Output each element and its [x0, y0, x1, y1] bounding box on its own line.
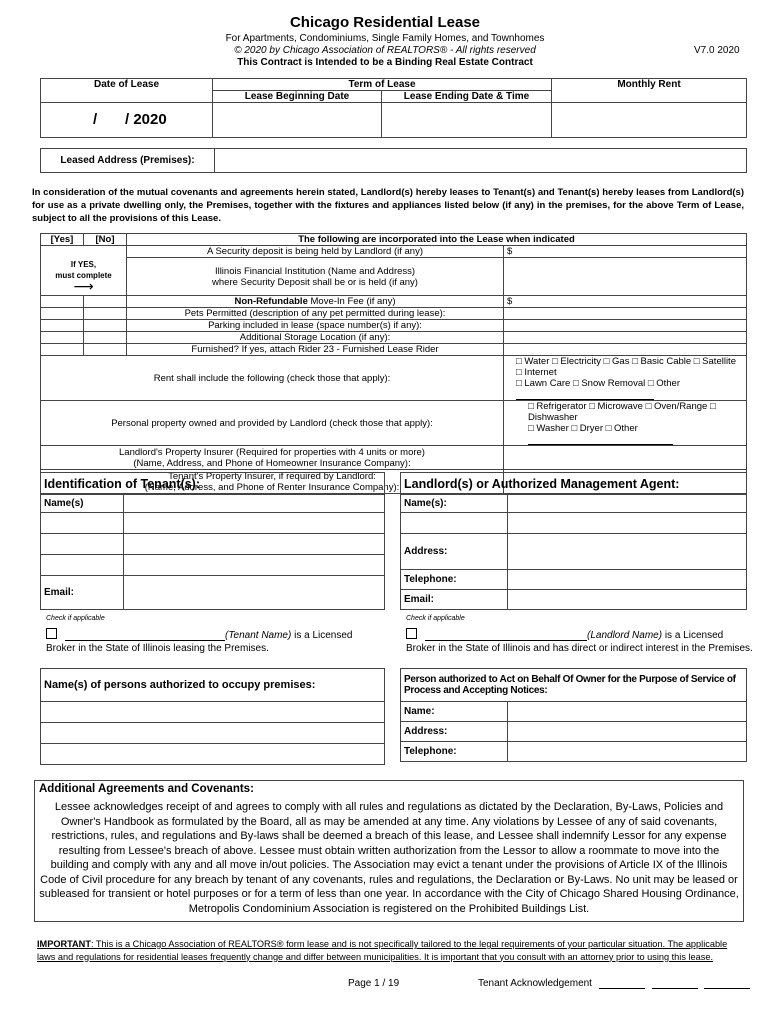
- landlord-email-field[interactable]: [508, 590, 747, 610]
- service-name-label: Name:: [401, 702, 508, 722]
- binding-notice: This Contract is Intended to be a Binding Real Estate Contract: [237, 57, 533, 68]
- ack-initial-1[interactable]: [599, 988, 645, 989]
- tenant-names-label: Name(s): [41, 495, 124, 513]
- service-address-label: Address:: [401, 722, 508, 742]
- if-yes-note: [41, 246, 127, 296]
- service-table: [400, 668, 747, 762]
- arrow-icon: ⟶: [73, 278, 94, 294]
- furnished-field[interactable]: [504, 344, 747, 356]
- landlord-telephone-field[interactable]: [508, 570, 747, 590]
- pets-label: Pets Permitted (description of any pet permitted during lease):: [127, 308, 504, 320]
- utilities-line2-text: □ Lawn Care □ Snow Removal □ Other: [516, 378, 681, 389]
- financial-institution-label: [127, 258, 504, 296]
- storage-label: Additional Storage Location (if any):: [127, 332, 504, 344]
- tenant-table: [40, 472, 385, 610]
- leased-address-label: Leased Address (Premises):: [41, 149, 215, 173]
- tenant-broker-name-blank[interactable]: [65, 640, 225, 641]
- incorporated-table: [40, 233, 747, 494]
- nonref-yes-cell[interactable]: [41, 296, 84, 308]
- landlord-telephone-label: Telephone:: [401, 570, 508, 590]
- tenant-label-cell-4: [41, 555, 124, 576]
- must-complete-text: must complete: [55, 271, 112, 280]
- service-heading: [401, 669, 747, 702]
- pets-no-cell[interactable]: [84, 308, 127, 320]
- security-deposit-field[interactable]: $: [504, 246, 747, 258]
- monthly-rent-header: Monthly Rent: [552, 79, 747, 103]
- term-of-lease-header: Term of Lease: [213, 79, 552, 91]
- furnished-no-cell[interactable]: [84, 344, 127, 356]
- tenant-email-label: Email:: [41, 576, 124, 610]
- tenant-acknowledgement: [478, 978, 750, 989]
- rent-include-label: Rent shall include the following (check those that apply):: [41, 356, 504, 401]
- important-label: IMPORTANT: [37, 939, 91, 949]
- tenant-broker-checkbox[interactable]: [46, 628, 57, 639]
- date-of-lease-header: Date of Lease: [41, 79, 213, 103]
- no-header: [No]: [84, 234, 127, 246]
- monthly-rent-field[interactable]: [552, 103, 747, 138]
- lease-beginning-field[interactable]: [213, 103, 382, 138]
- landlord-insurer-line2: (Name, Address, and Phone of Homeowner Insurance Company):: [133, 457, 411, 469]
- utilities-line2[interactable]: [516, 378, 743, 400]
- occupant-field-2[interactable]: [41, 723, 385, 744]
- ack-initial-3[interactable]: [704, 988, 750, 989]
- consideration-paragraph: In consideration of the mutual covenants and agreements herein stated, Landlord(s) hereby leases to Tenant(s) and Tenant(s) hereby leases from Landlord(s) for use as a private dwelling only, the Premises, together with the fixtures and appliances listed below (if any) in the premises, for the above Term of Lease, subject to all the provisions of this Lease.: [32, 187, 744, 224]
- version-label: V7.0 2020: [694, 45, 740, 56]
- service-address-field[interactable]: [508, 722, 747, 742]
- term-table: [40, 78, 747, 138]
- additional-agreements-text[interactable]: Lessee acknowledges receipt of and agrees to comply with all rules and regulations as dictated by the Declaration, By-Laws, Policies and Owner's Handbook as formulated by the Board, all as may be amended at any time. Any violations by Lessee of any of said covenants, restrictions, rules, and regulations and By-laws shall be deemed a breach of this lease, and Lessee shall indemnify Lessor for any expense resulting from Lessee's breach of above. Lessee must obtain written authorization from the Lessor to allow a roommate to move into the building and comply with any and all move in/out policies. The Association may evict a tenant under the provisions of Article IX of the Illinois Code of Civil procedure for any breach by tenant of any covenants, rules and regulations, the Declaration or By-Laws. No unit may be leased or subleased for transient or hotel purposes or for a term of less than one year. In accordance with the City of Chicago Shared Housing Ordinance, Metropolis Condominium Association is registered on the Prohibited Buildings List.: [39, 801, 739, 915]
- important-text: : This is a Chicago Association of REALTORS® form lease and is not specifically tailored to the legal requirements of your particular situation. The applicable laws and regulations for residential leases frequently change and differ between municipalities. It is important that you consult with an attorney prior to using this lease.: [37, 939, 728, 962]
- tenant-broker-line: [46, 628, 352, 641]
- tenant-broker-name-label: (Tenant Name): [225, 630, 292, 641]
- furnished-yes-cell[interactable]: [41, 344, 84, 356]
- lease-ending-header: Lease Ending Date & Time: [382, 91, 552, 103]
- tenant-acknowledgement-label: Tenant Acknowledgement: [478, 978, 592, 989]
- page-number: Page 1 / 19: [348, 978, 400, 989]
- security-deposit-label: A Security deposit is being held by Landlord (if any): [127, 246, 504, 258]
- parking-no-cell[interactable]: [84, 320, 127, 332]
- landlord-insurer-label: [41, 446, 504, 470]
- landlord-broker-checkbox[interactable]: [406, 628, 417, 639]
- financial-institution-line1: Illinois Financial Institution (Name and Address): [214, 265, 416, 277]
- additional-agreements-heading: Additional Agreements and Covenants:: [39, 783, 254, 795]
- appliances-line1[interactable]: □ Refrigerator □ Microwave □ Oven/Range □ Dishwasher: [528, 401, 716, 423]
- landlord-address-field[interactable]: [508, 534, 747, 570]
- appliances-line2[interactable]: [528, 423, 743, 445]
- landlord-label-cell-2: [401, 513, 508, 534]
- service-name-field[interactable]: [508, 702, 747, 722]
- financial-institution-line2: where Security Deposit shall be or is held (if any): [212, 276, 418, 288]
- appliance-options[interactable]: [504, 401, 747, 446]
- landlord-broker-name-blank[interactable]: [425, 640, 587, 641]
- if-yes-text: If YES,: [70, 260, 97, 269]
- parking-label: Parking included in lease (space number(s) if any):: [127, 320, 504, 332]
- nonref-no-cell[interactable]: [84, 296, 127, 308]
- form-subtitle: For Apartments, Condominiums, Single Family Homes, and Townhomes: [225, 33, 545, 44]
- service-telephone-label: Telephone:: [401, 742, 508, 762]
- tenant-name-field-2[interactable]: [124, 513, 385, 534]
- occupant-field-1[interactable]: [41, 702, 385, 723]
- tenant-name-field-3[interactable]: [124, 534, 385, 555]
- ack-initial-2[interactable]: [652, 988, 698, 989]
- financial-institution-field[interactable]: [504, 258, 747, 296]
- important-notice: [37, 938, 745, 963]
- leased-address-field[interactable]: [215, 149, 747, 173]
- lease-ending-field[interactable]: [382, 103, 552, 138]
- parking-field[interactable]: [504, 320, 747, 332]
- landlord-address-label: Address:: [401, 534, 508, 570]
- landlord-email-label: Email:: [401, 590, 508, 610]
- date-of-lease-field[interactable]: [41, 103, 213, 138]
- yes-header: [Yes]: [41, 234, 84, 246]
- tenant-email-field[interactable]: [124, 576, 385, 610]
- furnished-label: Furnished? If yes, attach Rider 23 - Furnished Lease Rider: [127, 344, 504, 356]
- tenant-insurer-line1: Tenant's Property Insurer, if required by Landlord:: [168, 470, 376, 482]
- parking-yes-cell[interactable]: [41, 320, 84, 332]
- landlord-name-field-2[interactable]: [508, 513, 747, 534]
- landlord-insurer-line1: Landlord's Property Insurer (Required for properties with 4 units or more): [119, 446, 425, 458]
- nonrefundable-fee-label: [127, 296, 504, 308]
- occupant-field-3[interactable]: [41, 744, 385, 765]
- additional-agreements-box: [34, 780, 744, 922]
- service-telephone-field[interactable]: [508, 742, 747, 762]
- landlord-name-field-1[interactable]: [508, 495, 747, 513]
- date-slash: /: [93, 111, 98, 128]
- nonrefundable-rest: Move-In Fee (if any): [307, 296, 396, 307]
- storage-no-cell[interactable]: [84, 332, 127, 344]
- occupants-table: [40, 668, 385, 765]
- pets-field[interactable]: [504, 308, 747, 320]
- utilities-line1[interactable]: □ Water □ Electricity □ Gas □ Basic Cable □ Satellite □ Internet: [516, 356, 736, 378]
- tenant-check-note: Check if applicable: [46, 615, 105, 622]
- pets-yes-cell[interactable]: [41, 308, 84, 320]
- tenant-name-field-4[interactable]: [124, 555, 385, 576]
- tenant-insurer-line2: (Name, Address, and Phone of Renter Insurance Company):: [144, 481, 400, 493]
- storage-yes-cell[interactable]: [41, 332, 84, 344]
- address-table: [40, 148, 747, 173]
- storage-field[interactable]: [504, 332, 747, 344]
- tenant-label-cell-3: [41, 534, 124, 555]
- tenant-broker-licensed-text: is a Licensed: [291, 630, 353, 641]
- copyright-line: © 2020 by Chicago Association of REALTORS® - All rights reserved: [234, 45, 536, 56]
- landlord-heading: Landlord(s) or Authorized Management Agent:: [401, 473, 747, 495]
- landlord-table: [400, 472, 747, 610]
- nonrefundable-bold: Non-Refundable: [234, 296, 308, 307]
- landlord-insurer-field[interactable]: [504, 446, 747, 470]
- utilities-other-blank[interactable]: [516, 399, 654, 400]
- personal-property-label: Personal property owned and provided by Landlord (check those that apply):: [41, 401, 504, 446]
- tenant-name-field-1[interactable]: [124, 495, 385, 513]
- appliances-other-blank[interactable]: [528, 444, 673, 445]
- landlord-names-label: Name(s):: [401, 495, 508, 513]
- tenant-label-cell-2: [41, 513, 124, 534]
- service-heading-line1: Person authorized to Act on Behalf Of Owner for the Purpose of Service of: [404, 674, 736, 685]
- landlord-broker-licensed-text: is a Licensed: [662, 630, 724, 641]
- landlord-broker-name-label: (Landlord Name): [587, 630, 663, 641]
- landlord-broker-line: [406, 628, 723, 641]
- lease-beginning-header: Lease Beginning Date: [213, 91, 382, 103]
- landlord-broker-statement: Broker in the State of Illinois and has direct or indirect interest in the Premises.: [406, 643, 753, 654]
- incorporated-heading: The following are incorporated into the Lease when indicated: [127, 234, 747, 246]
- service-heading-line2: Process and Accepting Notices:: [404, 685, 548, 696]
- occupants-heading: Name(s) of persons authorized to occupy premises:: [41, 669, 385, 702]
- date-year: / 2020: [125, 111, 167, 128]
- utilities-options[interactable]: [504, 356, 747, 401]
- landlord-check-note: Check if applicable: [406, 615, 465, 622]
- appliances-line2-text: □ Washer □ Dryer □ Other: [528, 423, 638, 434]
- tenant-broker-statement: Broker in the State of Illinois leasing the Premises.: [46, 643, 269, 654]
- tenant-heading: Identification of Tenant(s):: [41, 473, 385, 495]
- form-title: Chicago Residential Lease: [289, 14, 481, 31]
- nonrefundable-fee-field[interactable]: $: [504, 296, 747, 308]
